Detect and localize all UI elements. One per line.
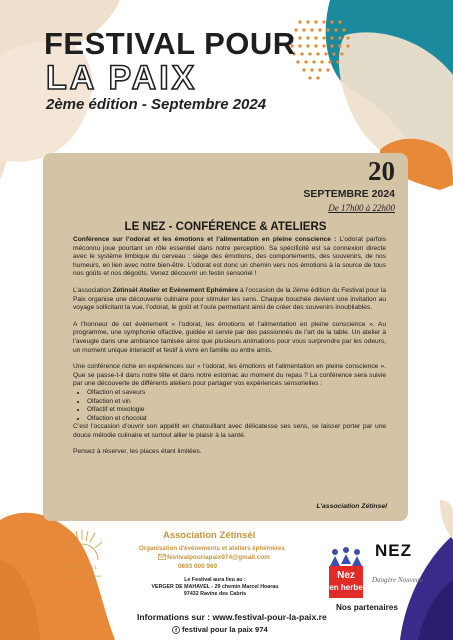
ateliers-list xyxy=(73,389,386,423)
venue-line2: VERGER DE MAHAVEL - 29 chemin Marcel Hoarau xyxy=(151,584,279,590)
paragraph-association xyxy=(73,287,386,313)
list-item: • Olfactif et mixologie xyxy=(87,406,386,415)
association-email[interactable] xyxy=(158,554,270,561)
list-item: • Olfaction et chocolat xyxy=(87,415,386,424)
zetinsel-sun-logo xyxy=(60,526,104,566)
intro-bold: Conférence sur l’odorat et les émotions et l’alimentation en pleine conscience : xyxy=(73,236,337,243)
paragraph-program: A l’honneur de cet évènement « l’odorat, les émotions et l’alimentation en pleine conscience ». Au programme, une symphonie olfactive, guidée et servie par des passionnés de l’art de la table. Un atelier à l’aveugle dans une ambiance tamisée ainsi que plusieurs animations pour vous surprendre par les odeurs, un moment unique interactif et festif à vivre en famille ou entre amis. xyxy=(73,320,386,354)
assoc-bold: Zétinsèl Atelier et Evènement Ephémère xyxy=(112,286,239,294)
nez-en-herbe-logo xyxy=(327,546,365,600)
venue-line1: Le Festival aura lieu au : xyxy=(184,577,246,583)
event-hours: De 17h00 à 22h00 xyxy=(328,203,395,213)
nez-en-herbe-line1: Nez xyxy=(337,570,355,581)
script-partner-logo: Dangère Nouveau xyxy=(372,576,423,584)
partners-label: Nos partenaires xyxy=(336,603,398,612)
event-day: 20 xyxy=(368,156,395,186)
festival-title-line2: LA PAIX xyxy=(46,59,198,97)
event-month-year: SEPTEMBRE 2024 xyxy=(303,188,395,200)
nez-logo: NEZ xyxy=(375,541,412,560)
venue-line3: 97432 Ravine des Cabris xyxy=(183,591,247,597)
email-text: festivalpourlapaix974@gmail.com xyxy=(167,554,270,561)
association-phone[interactable]: 0693 000 969 xyxy=(178,563,218,570)
event-title: LE NEZ - CONFÉRENCE & ATELIERS xyxy=(124,221,327,233)
assoc-rest: à l’occasion de la 2ème édition du Festival pour la Paix organise une découverte culinaire pour stimuler les sens. Chaque bouchée devient une invitation au voyage sollicitant la vue, l’odorat, le goût et l’ouïe permettant ainsi de créer des souvenirs inoubliables. xyxy=(73,286,386,312)
svg-text:f: f xyxy=(175,628,177,634)
assoc-start: L’association xyxy=(73,286,113,294)
zetinsel-logo-text: ZÉTINSÈL xyxy=(65,565,99,571)
signature: L’association Zétinsel xyxy=(316,503,387,510)
association-description: Organisation d'évènements et ateliers éphémères xyxy=(139,545,285,552)
facebook-text: festival pour la paix 974 xyxy=(182,625,268,634)
list-item: • Olfaction et saveurs xyxy=(87,389,386,398)
edition-subtitle: 2ème édition - Septembre 2024 xyxy=(46,96,267,113)
festival-title-line1: FESTIVAL POUR xyxy=(44,26,296,61)
list-item: • Olfaction et vin xyxy=(87,398,386,407)
association-name: Association Zétinsèl xyxy=(163,530,256,541)
info-website[interactable]: Informations sur : www.festival-pour-la-paix.re xyxy=(137,612,327,622)
paragraph-conference: Une conférence riche en expériences sur « l’odorat, les émotions et l’alimentation en pleine conscience ». Que se passe-t-il dans notre tête et dans notre estomac au moment du repas ? La conférence sera suivie par une découverte de différents ateliers pour partager vos expériences sensorielles : xyxy=(73,363,386,388)
email-icon xyxy=(158,554,166,560)
paragraph-intro xyxy=(73,236,386,279)
event-description xyxy=(73,236,386,465)
facebook-icon xyxy=(172,626,180,634)
zetinsel-logo-subtext: Évènement et Atelier Éphémère xyxy=(62,574,102,578)
nez-en-herbe-line2: en herbe xyxy=(329,583,363,592)
paragraph-reserve: Pensez à réserver, les places étant limitées. xyxy=(73,448,202,456)
venue-info xyxy=(150,577,280,598)
facebook-link[interactable] xyxy=(172,625,268,634)
paragraph-appetite: C’est l’occasion d’ouvrir son appétit en chatouillant avec délicatesse ses sens, se laisser porter par une douce mélodie culinaire et surtout allier le plaisir à la santé. xyxy=(73,423,386,439)
intro-rest: L’odorat parfois méconnu joue pourtant un rôle essentiel dans notre perception. Sa spécificité est sa connexion directe avec le système limbique du cerveau : siège des émotions, des comportements, des souvenirs, de nos humeurs, en lien avec notre bien-être. L’odorat est donc un chemin vers nos émotions à la source de tous nos goûts et nos dégoûts. Venez découvrir un festin sensoriel ! xyxy=(73,236,386,278)
